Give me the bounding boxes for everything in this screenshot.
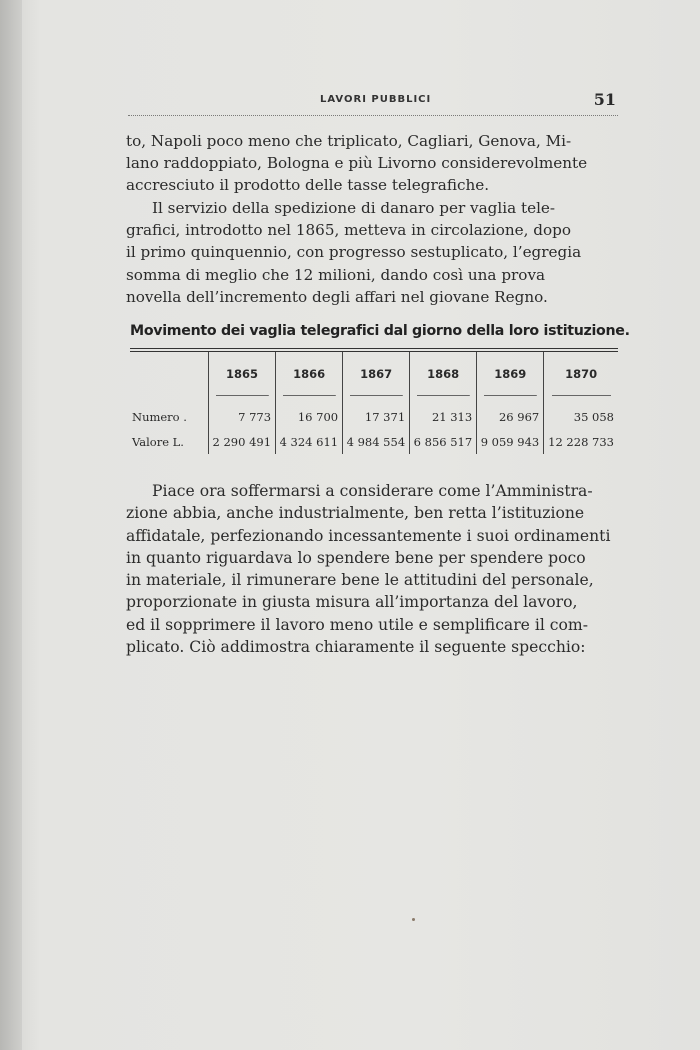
text-line: proporzionate in giusta misura all’importanza del lavoro, xyxy=(126,593,578,612)
table-spacer-row xyxy=(130,396,618,404)
text-line: grafici, introdotto nel 1865, metteva in circolazione, dopo xyxy=(126,221,571,240)
table-cell: 12 228 733 xyxy=(544,429,618,454)
year-header: 1867 xyxy=(343,352,410,396)
vaglia-table xyxy=(130,352,618,454)
table-cell: 21 313 xyxy=(410,404,477,429)
year-header: 1866 xyxy=(276,352,343,396)
text-line: zione abbia, anche industrialmente, ben retta l’istituzione xyxy=(126,504,585,523)
text-line: il primo quinquennio, con progresso sestuplicato, l’egregia xyxy=(126,243,582,262)
text-line: novella dell’incremento degli affari nel giovane Regno. xyxy=(126,287,548,306)
table-caption: Movimento dei vaglia telegrafici dal giorno della loro istituzione. xyxy=(130,323,630,339)
text-line: plicato. Ciò addimostra chiaramente il seguente specchio: xyxy=(126,638,586,657)
text-line: Il servizio della spedizione di danaro per vaglia tele- xyxy=(152,199,556,217)
paragraph-3 xyxy=(126,480,622,658)
table-cell: 4 984 554 xyxy=(343,429,410,454)
table-cell: 9 059 943 xyxy=(477,429,544,454)
table-cell: 26 967 xyxy=(477,404,544,429)
text-line: affidatale, perfezionando incessantemente i suoi ordinamenti xyxy=(126,526,611,545)
text-line: in materiale, il rimunerare bene le attitudini del personale, xyxy=(126,571,594,590)
text-line: Piace ora soffermarsi a considerare come l’Amministra- xyxy=(152,482,593,500)
table-cell: 4 324 611 xyxy=(276,429,343,454)
table-cell: 35 058 xyxy=(544,404,618,429)
running-head-title: LAVORI PUBBLICI xyxy=(320,94,432,105)
year-header: 1870 xyxy=(544,352,618,396)
row-label: Valore L. xyxy=(132,434,184,449)
year-header: 1869 xyxy=(477,352,544,396)
paragraph-1 xyxy=(126,130,622,197)
paper-speck xyxy=(412,918,415,921)
text-line: ed il sopprimere il lavoro meno utile e semplificare il com- xyxy=(126,615,588,634)
running-head-rule xyxy=(128,115,618,116)
page-gutter xyxy=(0,0,22,1050)
table-cell: 6 856 517 xyxy=(410,429,477,454)
text-line: to, Napoli poco meno che triplicato, Cagliari, Genova, Mi- xyxy=(126,132,572,150)
text-line: accresciuto il prodotto delle tasse telegrafiche. xyxy=(126,176,490,195)
table-cell: 16 700 xyxy=(276,404,343,429)
text-line: in quanto riguardava lo spendere bene per spendere poco xyxy=(126,548,586,567)
header-empty-cell xyxy=(130,352,209,396)
table-header-row xyxy=(130,352,618,396)
table-row xyxy=(130,429,618,454)
statistics-table xyxy=(130,348,618,454)
table-cell: 17 371 xyxy=(343,404,410,429)
year-header: 1868 xyxy=(410,352,477,396)
table-row xyxy=(130,404,618,429)
table-cell: 7 773 xyxy=(209,404,276,429)
year-header: 1865 xyxy=(209,352,276,396)
page-number: 51 xyxy=(593,90,616,109)
row-label: Numero . xyxy=(132,409,187,424)
table-cell: 2 290 491 xyxy=(209,429,276,454)
text-line: somma di meglio che 12 milioni, dando così una prova xyxy=(126,265,546,284)
text-line: lano raddoppiato, Bologna e più Livorno considerevolmente xyxy=(126,154,588,173)
running-head xyxy=(128,88,618,116)
paragraph-2 xyxy=(126,197,622,308)
